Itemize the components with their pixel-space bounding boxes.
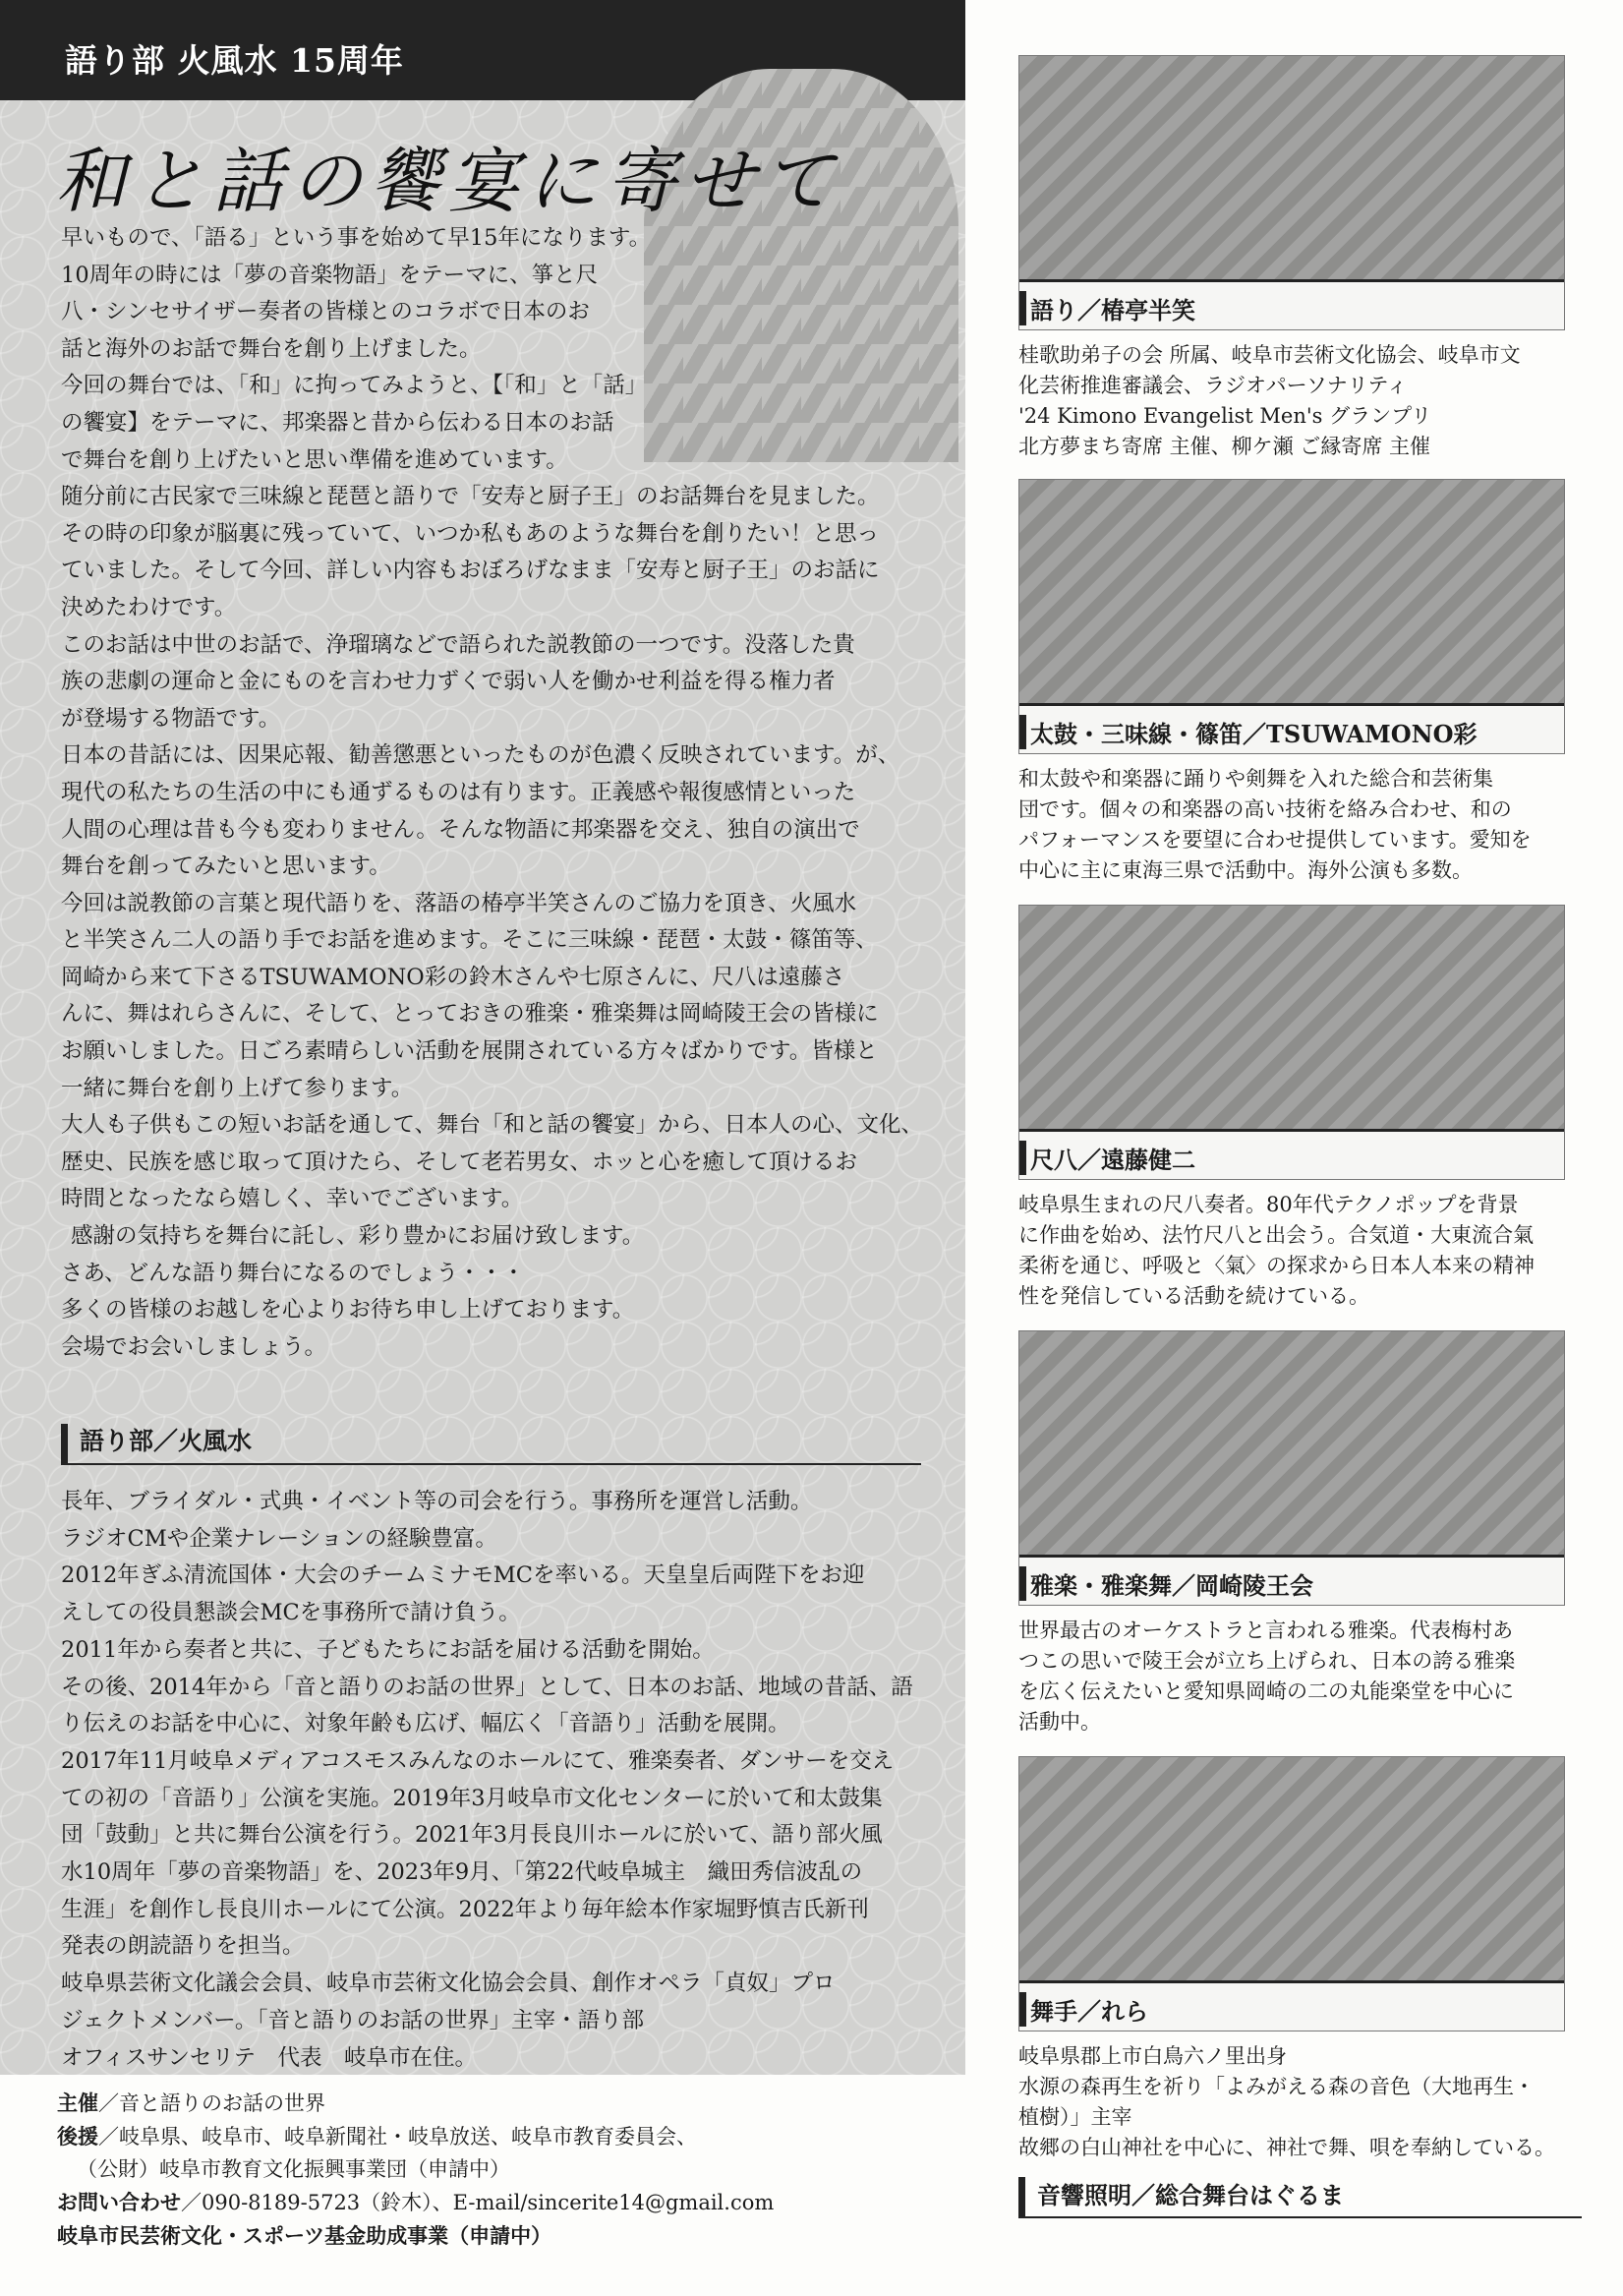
message-line: の饗宴】をテーマに、邦楽器と昔から伝わる日本のお話 xyxy=(61,409,614,436)
performer-desc: 世界最古のオーケストラと言われる雅楽。代表梅村あ xyxy=(1018,1619,1514,1642)
profile-line: 岐阜県芸術文化議会会員、岐阜市芸術文化協会会員、創作オペラ「貞奴」プロ xyxy=(61,1971,836,1997)
performer-caption-bar xyxy=(1019,1555,1564,1605)
performer-photo xyxy=(1018,1756,1565,2031)
performer-card xyxy=(1018,1756,1563,2163)
profile-line: 長年、ブライダル・式典・イベント等の司会を行う。事務所を運営し活動。 xyxy=(61,1489,813,1514)
performer-card xyxy=(1018,55,1563,462)
message-line: で舞台を創り上げたいと思い準備を進めています。 xyxy=(61,446,568,473)
message-line: 八・シンセサイザー奏者の皆様とのコラボで日本のお xyxy=(61,299,590,325)
message-line: お願いしました。日ごろ素晴らしい活動を展開されている方々ばかりです。皆様と xyxy=(61,1038,878,1065)
message-line: 会場でお会いしましょう。 xyxy=(61,1333,327,1360)
profile-line: 水10周年「夢の音楽物語」を、2023年9月、「第22代岐阜城主 織田秀信波乱の xyxy=(61,1859,863,1886)
performer-desc: 故郷の白山神社を中心に、神社で舞、唄を奉納している。 xyxy=(1018,2136,1555,2159)
profile-line: 2012年ぎふ清流国体・大会のチームミナモMCを率いる。天皇皇后両陛下をお迎 xyxy=(61,1562,865,1589)
message-line: 多くの皆様のお越しを心よりお待ち申し上げております。 xyxy=(61,1297,635,1324)
profile-line: り伝えのお話を中心に、対象年齢も広げ、幅広く「音語り」活動を展開。 xyxy=(61,1711,790,1737)
performer-photo xyxy=(1018,479,1565,754)
performer-desc: 北方夢まち寄席 主催、柳ケ瀬 ご縁寄席 主催 xyxy=(1018,435,1431,458)
page-title: 和と話の饗宴に寄せて xyxy=(55,140,842,222)
performer-desc: 化芸術推進審議会、ラジオパーソナリティ xyxy=(1018,374,1408,397)
performer-desc: 活動中。 xyxy=(1018,1710,1101,1734)
message-line: 歴史、民族を感じ取って頂けたら、そして老若男女、ホッと心を癒して頂けるお xyxy=(61,1148,858,1175)
performer-desc: つこの思いで陵王会が立ち上げられ、日本の誇る雅楽 xyxy=(1018,1649,1516,1673)
performer-desc: を広く伝えたいと愛知県岡崎の二の丸能楽堂を中心に xyxy=(1018,1679,1514,1703)
performer-caption-bar xyxy=(1019,279,1564,329)
message-line: このお話は中世のお話で、浄瑠璃などで語られた説教節の一つです。没落した貴 xyxy=(61,631,855,658)
performer-desc: 中心に主に東海三県で活動中。海外公演も多数。 xyxy=(1018,858,1473,882)
message-line: 時間となったなら嬉しく、幸いでございます。 xyxy=(61,1186,524,1212)
message-body xyxy=(61,220,926,1366)
message-line: ていました。そして今回、詳しい内容もおぼろげなまま「安寿と厨子王」のお話に xyxy=(61,558,880,584)
profile-line: 生涯」を創作し長良川ホールにて公演。2022年より毎年絵本作家堀野慎吉氏新刊 xyxy=(61,1896,869,1922)
performer-desc: 柔術を通じ、呼吸と〈氣〉の探求から日本人本来の精神 xyxy=(1018,1254,1535,1277)
performer-desc: 団です。個々の和楽器の高い技術を絡み合わせ、和の xyxy=(1018,797,1512,821)
performer-desc: パフォーマンスを要望に合わせ提供しています。愛知を xyxy=(1018,828,1532,852)
contact-label: お問い合わせ xyxy=(57,2190,181,2214)
message-line: 早いもので、「語る」という事を始めて早15年になります。 xyxy=(61,225,652,251)
credits xyxy=(57,2087,942,2253)
message-line: 今回の舞台では、「和」に拘ってみようと、【「和」と「話」 xyxy=(61,373,648,399)
message-line: 現代の私たちの生活の中にも通ずるものは有ります。正義感や報復感情といった xyxy=(61,779,856,805)
performer-caption-bar xyxy=(1019,703,1564,753)
message-line: と半笑さん二人の語り手でお話を進めます。そこに三味線・琵琶・太鼓・篠笛等、 xyxy=(61,927,878,954)
contact-info[interactable]: ／090-8189-5723（鈴木）、E-mail/sincerite14@gmail.com xyxy=(181,2191,775,2214)
message-line: 10周年の時には「夢の音楽物語」をテーマに、箏と尺 xyxy=(61,262,599,288)
anniversary-label: 語り部 火風水 15周年 xyxy=(65,41,404,80)
profile-line: その後、2014年から「音と語りのお話の世界」として、日本のお話、地域の昔話、語 xyxy=(61,1674,913,1700)
message-line: 日本の昔話には、因果応報、勧善懲悪といったものが色濃く反映されています。が、 xyxy=(61,742,900,769)
performer-desc: 性を発信している活動を続けている。 xyxy=(1018,1284,1369,1308)
grant-note: 岐阜市民芸術文化・スポーツ基金助成事業（申請中） xyxy=(57,2223,552,2248)
profile-line: ての初の「音語り」公演を実施。2019年3月岐阜市文化センターに於いて和太鼓集 xyxy=(61,1785,883,1811)
lighting-heading: 音響照明／総合舞台はぐるま xyxy=(1018,2177,1582,2218)
message-line: 大人も子供もこの短いお話を通して、舞台「和と話の饗宴」から、日本人の心、文化、 xyxy=(61,1112,924,1139)
message-line: んに、舞はれらさんに、そして、とっておきの雅楽・雅楽舞は岡崎陵王会の皆様に xyxy=(61,1001,879,1028)
performer-desc: に作曲を始め、法竹尺八と出会う。合気道・大東流合氣 xyxy=(1018,1223,1535,1247)
profile-line: えしての役員懇談会MCを事務所で請け負う。 xyxy=(61,1600,521,1626)
profile-line: 2011年から奏者と共に、子どもたちにお話を届ける活動を開始。 xyxy=(61,1636,715,1663)
profile-body xyxy=(61,1484,926,2077)
message-line: 話と海外のお話で舞台を創り上げました。 xyxy=(61,335,482,362)
performer-photo xyxy=(1018,905,1565,1180)
message-line: 舞台を創ってみたいと思います。 xyxy=(61,854,391,880)
performer-card xyxy=(1018,479,1563,886)
message-line: その時の印象が脳裏に残っていて、いつか私もあのような舞台を創りたい！と思っ xyxy=(61,520,880,547)
performer-caption-bar xyxy=(1019,1980,1564,2031)
organizer-label: 主催 xyxy=(57,2090,98,2115)
performer-caption: 語り／椿亭半笑 xyxy=(1019,291,1195,325)
support-label: 後援 xyxy=(57,2124,98,2149)
profile-line: 2017年11月岐阜メディアコスモスみんなのホールにて、雅楽奏者、ダンサーを交え xyxy=(61,1747,895,1774)
profile-line: ジェクトメンバー。「音と語りのお話の世界」主宰・語り部 xyxy=(61,2007,645,2033)
performer-card xyxy=(1018,905,1563,1312)
message-line: 人間の心理は昔も今も変わりません。そんな物語に邦楽器を交え、独自の演出で xyxy=(61,816,860,843)
performer-desc: 岐阜県郡上市白鳥六ノ里出身 xyxy=(1018,2044,1287,2068)
message-line: 感謝の気持ちを舞台に託し、彩り豊かにお届け致します。 xyxy=(71,1223,645,1250)
message-line: が登場する物語です。 xyxy=(61,705,281,732)
profile-line: 発表の朗読語りを担当。 xyxy=(61,1933,305,1960)
performer-desc: 植樹）」主宰 xyxy=(1018,2105,1132,2129)
performer-photo xyxy=(1018,55,1565,330)
message-line: 随分前に古民家で三味線と琵琶と語りで「安寿と厨子王」のお話舞台を見ました。 xyxy=(61,484,880,510)
message-line: 族の悲劇の運命と金にものを言わせ力ずくで弱い人を働かせ利益を得る権力者 xyxy=(61,669,836,695)
performer-desc: '24 Kimono Evangelist Men's グランプリ xyxy=(1018,404,1432,428)
performer-caption-bar xyxy=(1019,1129,1564,1179)
performer-desc: 水源の森再生を祈り「よみがえる森の音色（大地再生・ xyxy=(1018,2075,1535,2098)
profile-heading: 語り部／火風水 xyxy=(61,1424,921,1465)
message-line: さあ、どんな語り舞台になるのでしょう・・・ xyxy=(61,1260,525,1286)
support-list: ／岐阜県、岐阜市、岐阜新聞社・岐阜放送、岐阜市教育委員会、 xyxy=(98,2125,697,2149)
message-line: 決めたわけです。 xyxy=(61,594,237,620)
performer-caption: 尺八／遠藤健二 xyxy=(1019,1141,1195,1175)
profile-line: ラジオCMや企業ナレーションの経験豊富。 xyxy=(61,1525,497,1552)
performer-desc: 和太鼓や和楽器に踊りや剣舞を入れた総合和芸術集 xyxy=(1018,767,1493,791)
performer-desc: 岐阜県生まれの尺八奏者。80年代テクノポップを背景 xyxy=(1018,1193,1519,1216)
message-line: 今回は説教節の言葉と現代語りを、落語の椿亭半笑さんのご協力を頂き、火風水 xyxy=(61,890,857,916)
message-line: 岡崎から来て下さるTSUWAMONO彩の鈴木さんや七原さんに、尺八は遠藤さ xyxy=(61,964,845,990)
message-line: 一緒に舞台を創り上げて参ります。 xyxy=(61,1075,414,1101)
performer-card xyxy=(1018,1330,1563,1737)
performer-caption: 舞手／れら xyxy=(1019,1992,1148,2027)
profile-line: オフィスサンセリテ 代表 岐阜市在住。 xyxy=(61,2044,478,2071)
performer-caption: 太鼓・三味線・篠笛／TSUWAMONO彩 xyxy=(1019,715,1477,749)
performer-caption: 雅楽・雅楽舞／岡崎陵王会 xyxy=(1019,1566,1313,1601)
profile-line: 団「鼓動」と共に舞台公演を行う。2021年3月長良川ホールに於いて、語り部火風 xyxy=(61,1822,883,1849)
performer-desc: 桂歌助弟子の会 所属、岐阜市芸術文化協会、岐阜市文 xyxy=(1018,343,1521,367)
organizer: ／音と語りのお話の世界 xyxy=(98,2091,325,2115)
support-list-cont: （公財）岐阜市教育文化振興事業団（申請中） xyxy=(77,2157,510,2181)
performer-photo xyxy=(1018,1330,1565,1606)
